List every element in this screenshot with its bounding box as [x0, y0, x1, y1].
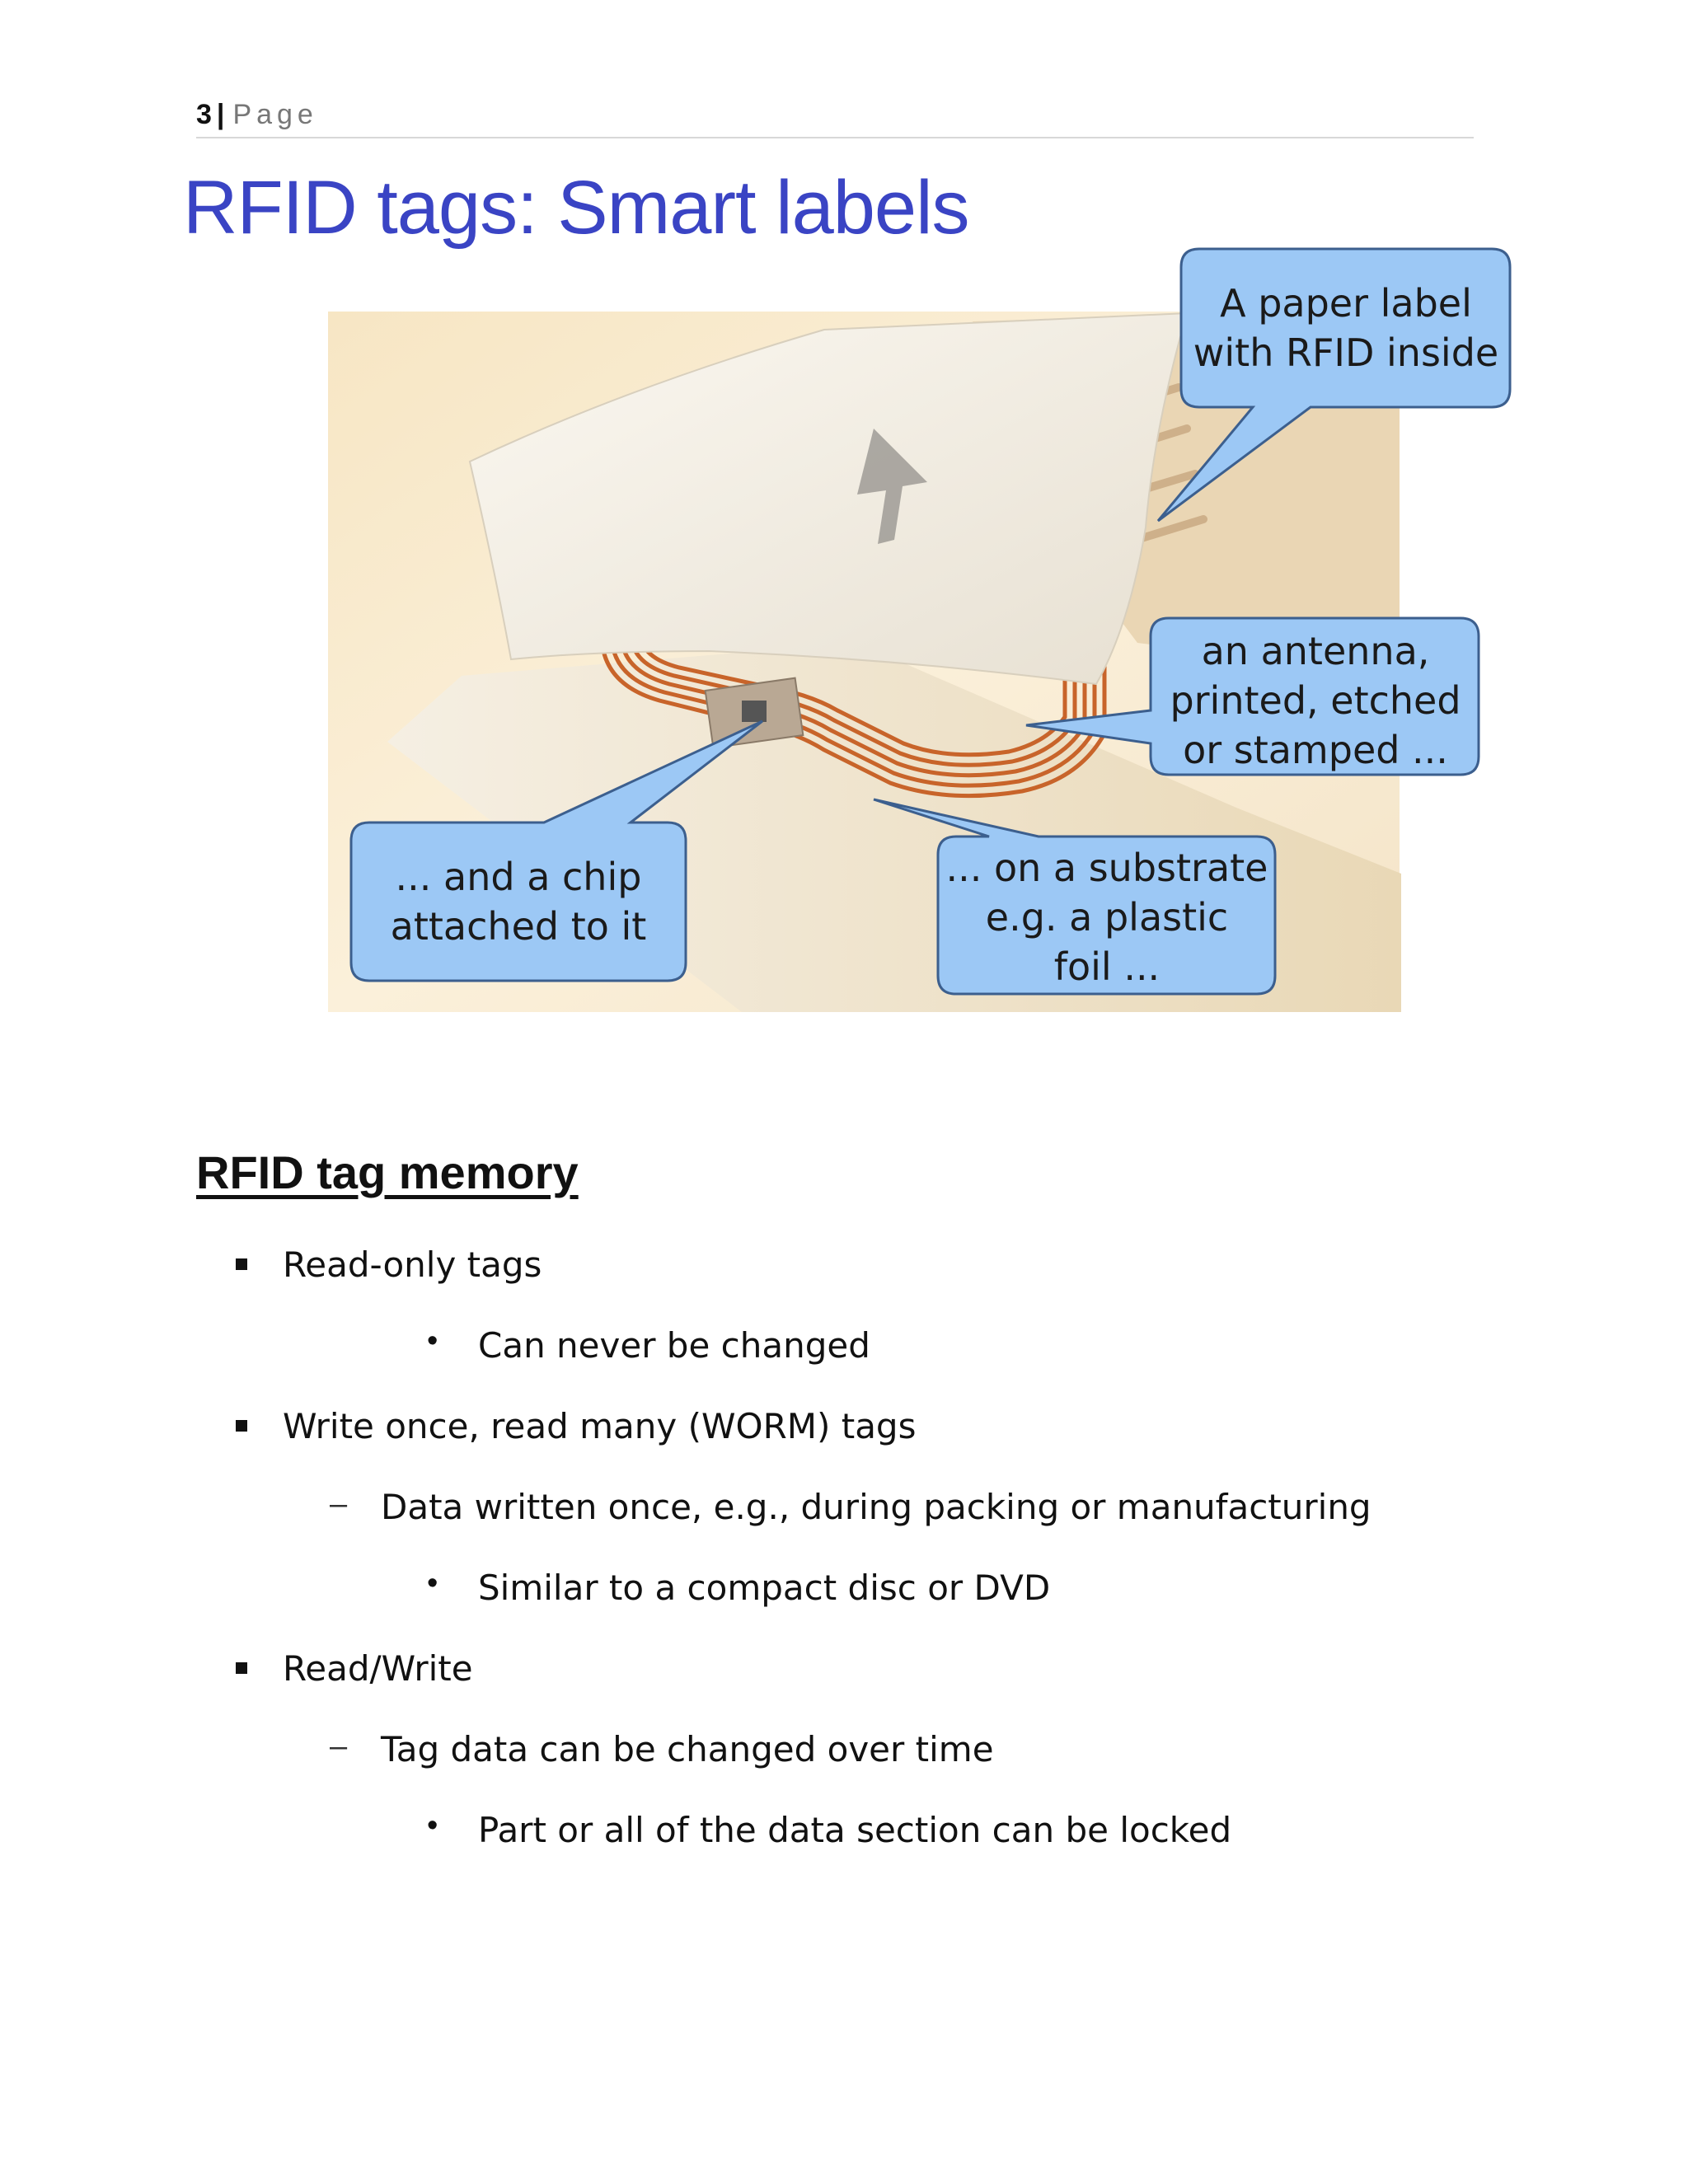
- callout-chip-line-1: ... and a chip: [395, 855, 642, 899]
- list-item-text: Tag data can be changed over time: [381, 1729, 994, 1769]
- list-item-text: Read-only tags: [283, 1244, 542, 1285]
- dash-bullet-icon: –: [330, 1487, 348, 1521]
- section-title: RFID tag memory: [196, 1146, 579, 1198]
- chip: [742, 701, 767, 722]
- callout-chip-line-2: attached to it: [390, 904, 647, 949]
- square-bullet-icon: [236, 1662, 247, 1674]
- callout-paper-label-line-1: A paper label: [1220, 281, 1472, 326]
- dot-bullet-icon: •: [427, 1324, 438, 1358]
- callout-antenna-line-2: printed, etched: [1170, 678, 1461, 723]
- page-separator: |: [216, 99, 225, 130]
- callout-antenna: [1151, 626, 1480, 775]
- square-bullet-icon: [236, 1420, 247, 1432]
- slide-title: RFID tags: Smart labels: [183, 166, 969, 250]
- list-item: [283, 1244, 542, 1285]
- callout-antenna-line-3: or stamped ...: [1183, 728, 1448, 772]
- list-item: [381, 1729, 994, 1769]
- callout-antenna-line-1: an antenna,: [1201, 629, 1430, 673]
- callout-substrate: [938, 843, 1276, 991]
- callout-chip: [351, 852, 686, 951]
- list-item-text: Similar to a compact disc or DVD: [478, 1568, 1051, 1608]
- rfid-figure: [0, 0, 1688, 1071]
- callout-paper-label-line-2: with RFID inside: [1193, 330, 1499, 375]
- square-bullet-icon: [236, 1258, 247, 1270]
- list-item: [478, 1325, 870, 1366]
- list-item: [478, 1568, 1050, 1608]
- list-item-text: Read/Write: [283, 1648, 473, 1689]
- dot-bullet-icon: •: [427, 1566, 438, 1601]
- list-item: [381, 1487, 1372, 1527]
- list-item-text: Part or all of the data section can be locked: [478, 1810, 1232, 1850]
- rfid-label-illustration: [0, 0, 1688, 1071]
- list-item-text: Can never be changed: [478, 1325, 870, 1366]
- callout-substrate-line-3: foil ...: [1053, 944, 1160, 989]
- callout-substrate-line-2: e.g. a plastic: [985, 895, 1229, 940]
- list-item: [283, 1406, 916, 1446]
- dash-bullet-icon: –: [330, 1729, 348, 1764]
- list-item-text: Data written once, e.g., during packing or manufacturing: [381, 1487, 1372, 1527]
- dot-bullet-icon: •: [427, 1808, 438, 1843]
- page-number: 3: [196, 99, 212, 130]
- page-word: Page: [232, 99, 318, 130]
- list-item: [478, 1810, 1231, 1850]
- list-item: [283, 1648, 473, 1689]
- list-item-text: Write once, read many (WORM) tags: [283, 1406, 917, 1446]
- callout-paper-label: [1181, 279, 1511, 377]
- callout-substrate-line-1: ... on a substrate: [945, 846, 1268, 890]
